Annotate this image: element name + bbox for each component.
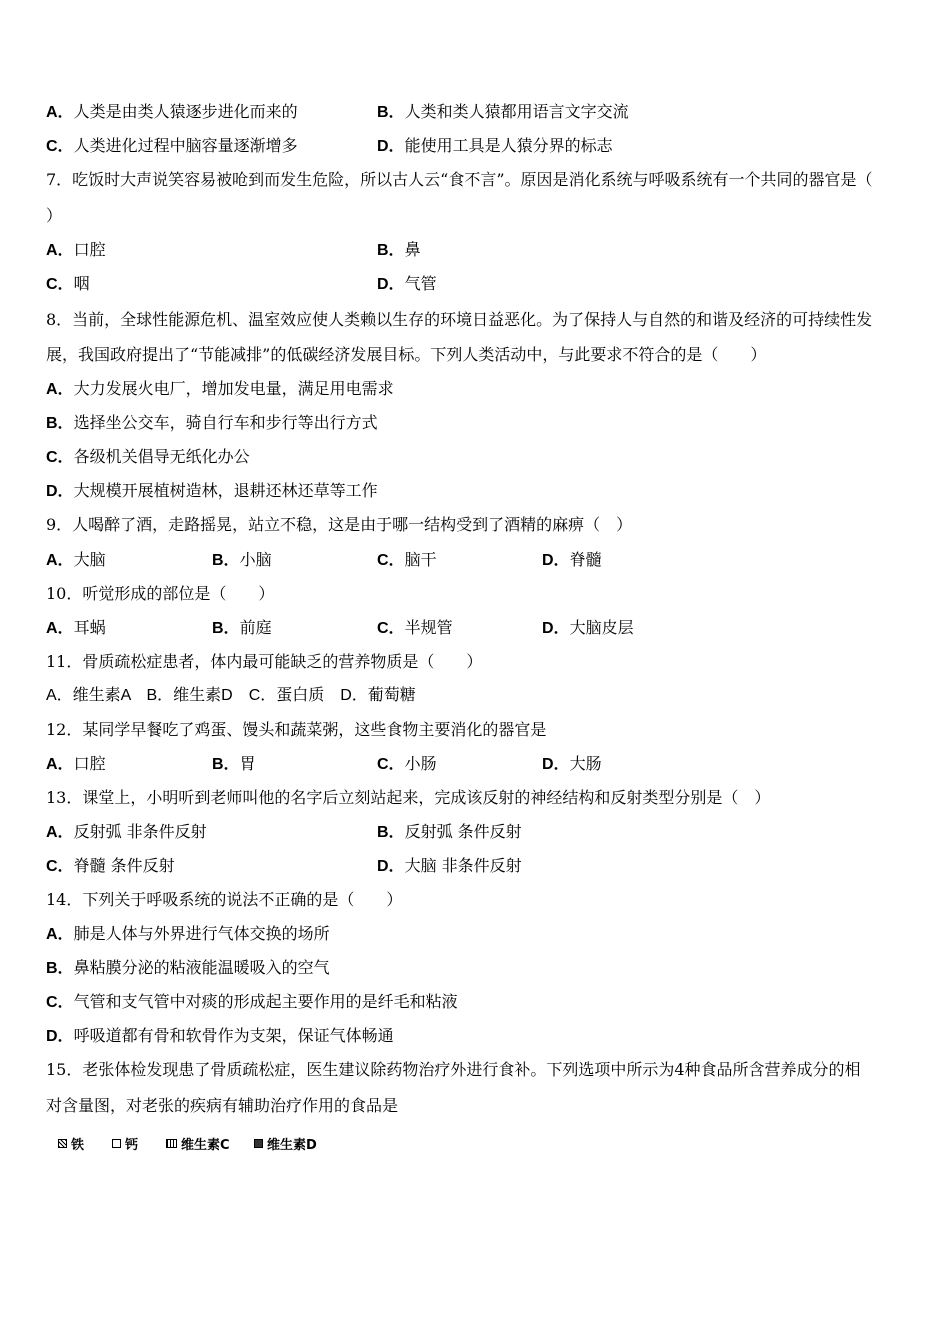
option-label: B． [377, 242, 405, 259]
option-text: 人类和类人猿都用语言文字交流 [404, 102, 629, 121]
q11-options: A．维生素A B．维生素D C．蛋白质 D．葡萄糖 [46, 687, 416, 704]
option-label: C． [377, 620, 405, 637]
option-text: 人类进化过程中脑容量逐渐增多 [73, 136, 298, 155]
option-text: 口腔 [73, 754, 106, 773]
option-label: C． [46, 449, 74, 466]
option-text: 鼻粘膜分泌的粘液能温暖吸入的空气 [73, 958, 330, 977]
q8-option-a [46, 379, 394, 400]
option-text: 肺是人体与外界进行气体交换的场所 [73, 924, 330, 943]
q8-stem-line1: 8．当前，全球性能源危机、温室效应使人类赖以生存的环境日益恶化。为了保持人与自然的和谐及经济的可持续性发 [46, 310, 873, 329]
option-label: D． [377, 858, 405, 875]
option-label: D． [46, 483, 74, 500]
q10-stem: 10．听觉形成的部位是（ ） [46, 584, 275, 603]
option-label: A． [46, 620, 74, 637]
q10-option-a [46, 618, 106, 639]
q7-option-d [377, 274, 437, 295]
option-label: D． [377, 138, 405, 155]
option-label: D． [542, 552, 570, 569]
option-label: A． [46, 926, 74, 943]
option-text: 咽 [73, 274, 90, 293]
legend-item-vitamin-d [254, 1134, 317, 1153]
q7-option-c [46, 274, 90, 295]
q14-stem: 14．下列关于呼吸系统的说法不正确的是（ ） [46, 890, 403, 909]
option-text: 小肠 [404, 754, 437, 773]
option-label: B． [212, 552, 240, 569]
q7-stem-line1: 7．吃饭时大声说笑容易被呛到而发生危险，所以古人云“食不言”。原因是消化系统与呼吸系统有一个共同的器官是（ [46, 170, 873, 189]
option-text: 大脑皮层 [569, 618, 634, 637]
option-text: 脑干 [404, 550, 437, 569]
option-text: 气管 [404, 274, 437, 293]
legend-label: 维生素D [267, 1138, 317, 1153]
legend-label: 维生素C [181, 1138, 230, 1153]
option-label: D． [46, 1028, 74, 1045]
q13-option-b [377, 822, 522, 843]
empty-square-icon [112, 1139, 121, 1148]
q6-option-c [46, 136, 298, 157]
option-text: 大肠 [569, 754, 602, 773]
q9-option-c [377, 550, 437, 571]
q12-option-d [542, 754, 602, 775]
option-label: B． [377, 104, 405, 121]
option-label: B． [46, 415, 74, 432]
option-label: B． [46, 960, 74, 977]
q8-stem-line2: 展，我国政府提出了“节能减排”的低碳经济发展目标。下列人类活动中，与此要求不符合的是（ ） [46, 345, 767, 364]
option-label: B． [377, 824, 405, 841]
option-label: D． [542, 620, 570, 637]
q12-stem: 12．某同学早餐吃了鸡蛋、馒头和蔬菜粥，这些食物主要消化的器官是 [46, 720, 547, 739]
option-text: 反射弧 条件反射 [404, 822, 522, 841]
solid-square-icon [254, 1139, 263, 1148]
q14-option-a [46, 924, 330, 945]
option-label: C． [46, 138, 74, 155]
q12-option-c [377, 754, 437, 775]
vertical-lines-square-icon [166, 1139, 177, 1148]
legend-item-calcium [112, 1134, 138, 1153]
option-label: B． [212, 756, 240, 773]
legend-item-iron [58, 1134, 84, 1153]
option-text: 鼻 [404, 240, 421, 259]
option-label: A． [46, 824, 74, 841]
q6-option-a [46, 102, 298, 123]
legend-label: 铁 [71, 1138, 85, 1153]
option-label: A． [46, 381, 74, 398]
q14-option-b [46, 958, 330, 979]
q8-option-c [46, 447, 250, 468]
q13-option-c [46, 856, 175, 877]
q14-option-c [46, 992, 458, 1013]
q10-option-d [542, 618, 634, 639]
option-label: A． [46, 104, 74, 121]
option-label: D． [377, 276, 405, 293]
q12-option-b [212, 754, 256, 775]
option-label: C． [46, 276, 74, 293]
q15-stem-line1: 15．老张体检发现患了骨质疏松症，医生建议除药物治疗外进行食补。下列选项中所示为4种食品所含营养成分的相 [46, 1060, 861, 1079]
option-label: A． [46, 242, 74, 259]
option-label: A． [46, 552, 74, 569]
q14-option-d [46, 1026, 394, 1047]
option-text: 口腔 [73, 240, 106, 259]
option-label: B． [212, 620, 240, 637]
option-label: D． [542, 756, 570, 773]
legend-label: 钙 [125, 1138, 139, 1153]
option-text: 选择坐公交车，骑自行车和步行等出行方式 [73, 413, 378, 432]
option-text: 大脑 非条件反射 [404, 856, 522, 875]
q15-stem-line2: 对含量图，对老张的疾病有辅助治疗作用的食品是 [46, 1096, 399, 1115]
q9-option-b [212, 550, 272, 571]
option-text: 气管和支气管中对痰的形成起主要作用的是纤毛和粘液 [73, 992, 458, 1011]
q13-option-a [46, 822, 207, 843]
legend-item-vitamin-c [166, 1134, 230, 1153]
q7-option-a [46, 240, 106, 261]
q8-option-b [46, 413, 378, 434]
q6-option-d [377, 136, 613, 157]
option-text: 能使用工具是人猿分界的标志 [404, 136, 613, 155]
option-label: A． [46, 756, 74, 773]
option-label: C． [377, 756, 405, 773]
q6-option-b [377, 102, 629, 123]
q9-option-a [46, 550, 106, 571]
hatched-square-icon [58, 1139, 67, 1148]
option-text: 耳蜗 [73, 618, 106, 637]
q8-option-d [46, 481, 378, 502]
option-text: 前庭 [239, 618, 272, 637]
q13-option-d [377, 856, 522, 877]
option-text: 大力发展火电厂，增加发电量，满足用电需求 [73, 379, 394, 398]
option-text: 脊髓 [569, 550, 602, 569]
q7-option-b [377, 240, 421, 261]
option-text: 小脑 [239, 550, 272, 569]
option-label: C． [46, 994, 74, 1011]
q13-stem: 13．课堂上，小明听到老师叫他的名字后立刻站起来，完成该反射的神经结构和反射类型分别是（ ） [46, 788, 771, 807]
option-text: 胃 [239, 754, 256, 773]
option-label: C． [377, 552, 405, 569]
q11-stem: 11．骨质疏松症患者，体内最可能缺乏的营养物质是（ ） [46, 652, 483, 671]
option-text: 各级机关倡导无纸化办公 [73, 447, 250, 466]
q12-option-a [46, 754, 106, 775]
q9-stem: 9．人喝醉了酒，走路摇晃，站立不稳，这是由于哪一结构受到了酒精的麻痹（ ） [46, 515, 633, 534]
option-text: 人类是由类人猿逐步进化而来的 [73, 102, 298, 121]
option-text: 呼吸道都有骨和软骨作为支架，保证气体畅通 [73, 1026, 394, 1045]
option-text: 反射弧 非条件反射 [73, 822, 207, 841]
q9-option-d [542, 550, 602, 571]
q7-stem-line2: ） [46, 206, 63, 225]
q10-option-b [212, 618, 272, 639]
option-label: C． [46, 858, 74, 875]
option-text: 脊髓 条件反射 [73, 856, 175, 875]
option-text: 大规模开展植树造林，退耕还林还草等工作 [73, 481, 378, 500]
option-text: 大脑 [73, 550, 106, 569]
option-text: 半规管 [404, 618, 453, 637]
q10-option-c [377, 618, 453, 639]
